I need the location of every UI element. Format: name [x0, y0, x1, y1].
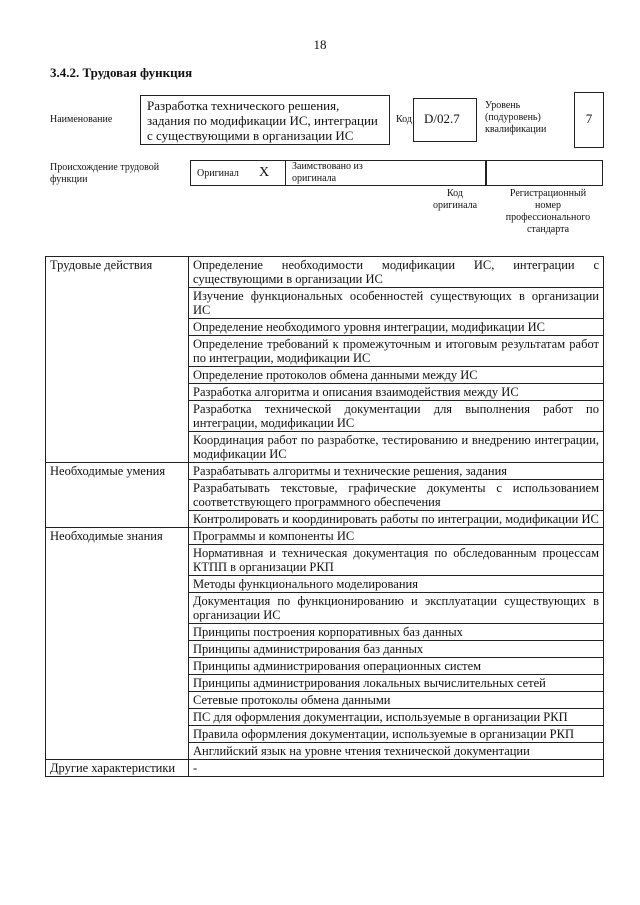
borrowed-label: Заимствовано из оригинала [292, 161, 363, 184]
original-label: Оригинал [197, 168, 239, 179]
level-label: Уровень (подуровень) квалификации [485, 100, 547, 135]
item-cell: Принципы построения корпоративных баз данных [189, 624, 604, 641]
function-code: D/02.7 [413, 98, 477, 142]
item-cell: Определение необходимости модификации ИС, интеграции с существующими в организации ИС [189, 257, 604, 288]
category-cell: Необходимые знания [46, 528, 189, 760]
item-cell: Координация работ по разработке, тестированию и внедрению интеграции, модификации ИС [189, 432, 604, 463]
item-cell: Правила оформления документации, используемые в организации РКП [189, 726, 604, 743]
origin-label: Происхождение трудовой функции [50, 162, 160, 185]
table-row [46, 528, 604, 545]
code-original-caption: Код оригинала [432, 188, 478, 211]
item-cell: Сетевые протоколы обмена данными [189, 692, 604, 709]
category-cell: Другие характеристики [46, 760, 189, 777]
item-cell: Разрабатывать текстовые, графические документы с использованием соответствующего программного обеспечения [189, 480, 604, 511]
item-cell: Программы и компоненты ИС [189, 528, 604, 545]
section-title: 3.4.2. Трудовая функция [50, 65, 193, 80]
item-cell: Контролировать и координировать работы по интеграции, модификации ИС [189, 511, 604, 528]
item-cell: Изучение функциональных особенностей существующих в организации ИС [189, 288, 604, 319]
item-cell: Принципы администрирования операционных систем [189, 658, 604, 675]
function-name: Разработка технического решения, задания по модификации ИС, интеграции с существующими в организации ИС [140, 95, 390, 145]
item-cell: Методы функционального моделирования [189, 576, 604, 593]
item-cell: Нормативная и техническая документация по обследованным процессам КТПП в организации РКП [189, 545, 604, 576]
original-mark: X [259, 165, 270, 180]
table-row [46, 760, 604, 777]
category-cell: Необходимые умения [46, 463, 189, 528]
table-row [46, 463, 604, 480]
item-cell: - [189, 760, 604, 777]
item-cell: Разрабатывать алгоритмы и технические решения, задания [189, 463, 604, 480]
origin-table [190, 160, 603, 186]
page-number: 18 [313, 37, 327, 52]
qualification-level: 7 [574, 92, 604, 148]
item-cell: Разработка алгоритма и описания взаимодействия между ИС [189, 384, 604, 401]
item-cell: Определение необходимого уровня интеграции, модификации ИС [189, 319, 604, 336]
item-cell: Документация по функционированию и эксплуатации существующих в организации ИС [189, 593, 604, 624]
function-details-table [45, 256, 604, 777]
item-cell: ПС для оформления документации, используемые в организации РКП [189, 709, 604, 726]
reg-number-cell [486, 161, 602, 185]
item-cell: Принципы администрирования баз данных [189, 641, 604, 658]
code-label: Код [396, 114, 412, 125]
item-cell: Определение протоколов обмена данными между ИС [189, 367, 604, 384]
category-cell: Трудовые действия [46, 257, 189, 463]
item-cell: Разработка технической документации для выполнения работ по интеграции, модификации ИС [189, 401, 604, 432]
item-cell: Английский язык на уровне чтения технической документации [189, 743, 604, 760]
item-cell: Определение требований к промежуточным и итоговым результатам работ по интеграции, модификации ИС [189, 336, 604, 367]
borrowed-cell [286, 161, 486, 185]
name-label: Наименование [50, 114, 113, 125]
original-cell [191, 161, 286, 185]
item-cell: Принципы администрирования локальных вычислительных сетей [189, 675, 604, 692]
table-row [46, 257, 604, 288]
reg-number-caption: Регистрационный номер профессионального стандарта [505, 188, 591, 235]
